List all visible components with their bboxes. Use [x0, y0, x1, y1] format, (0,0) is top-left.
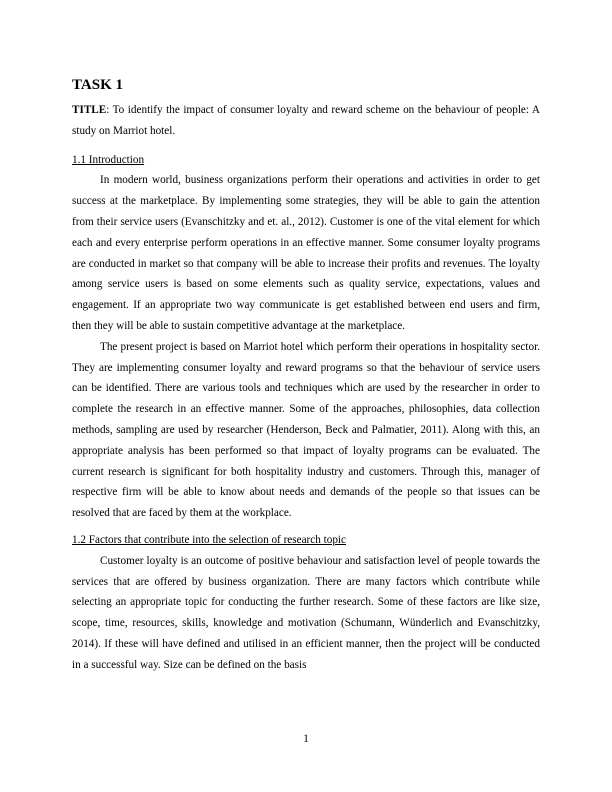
task-heading: TASK 1 [72, 77, 123, 93]
intro-paragraph-1: In modern world, business organizations perform their operations and activities in order to get success at the marketplace. By implementing some strategies, they will be able to gain the attention from their service users (Evanschitzky and et. al., 2012). Customer is one of the vital element for which each and every enterprise perform operations in an effective manner. Some consumer loyalty programs are conducted in market so that company will be able to increase their profits and revenues. The loyalty among service users is based on some elements such as quality service, expectations, values and engagement. If an appropriate two way communicate is get established between end users and firm, then they will be able to sustain competitive advantage at the marketplace. [72, 174, 540, 332]
intro-paragraph-2: The present project is based on Marriot hotel which perform their operations in hospitality sector. They are implementing consumer loyalty and reward programs so that the behaviour of service users can be identified. There are various tools and techniques which are used by the researcher in order to complete the research in an effective manner. Some of the approaches, philosophies, data collection methods, sampling are used by researcher (Henderson, Beck and Palmatier, 2011). Along with this, an appropriate analysis has been performed so that impact of loyalty programs can be evaluated. The current research is significant for both hospitality industry and customers. Through this, manager of respective firm will be able to know about needs and demands of the people so that issues can be resolved that are faced by them at the workplace. [72, 340, 540, 520]
title-paragraph [72, 100, 540, 142]
section-heading-factors: 1.2 Factors that contribute into the selection of research topic [72, 533, 347, 546]
title-label: TITLE [72, 104, 107, 116]
title-text: : To identify the impact of consumer loyalty and reward scheme on the behaviour of people: A study on Marriot hotel. [72, 104, 540, 137]
section-heading-introduction: 1.1 Introduction [72, 153, 145, 166]
document-page [72, 76, 540, 676]
factors-paragraph-1: Customer loyalty is an outcome of positive behaviour and satisfaction level of people towards the services that are offered by business organization. There are many factors which contribute while selecting an appropriate topic for conducting the further research. Some of these factors are like size, scope, time, resources, skills, knowledge and motivation (Schumann, Wünderlich and Evanschitzky, 2014). If these will have defined and utilised in an efficient manner, then the project will be conducted in a successful way. Size can be defined on the basis [72, 554, 540, 671]
page-number: 1 [303, 733, 309, 745]
